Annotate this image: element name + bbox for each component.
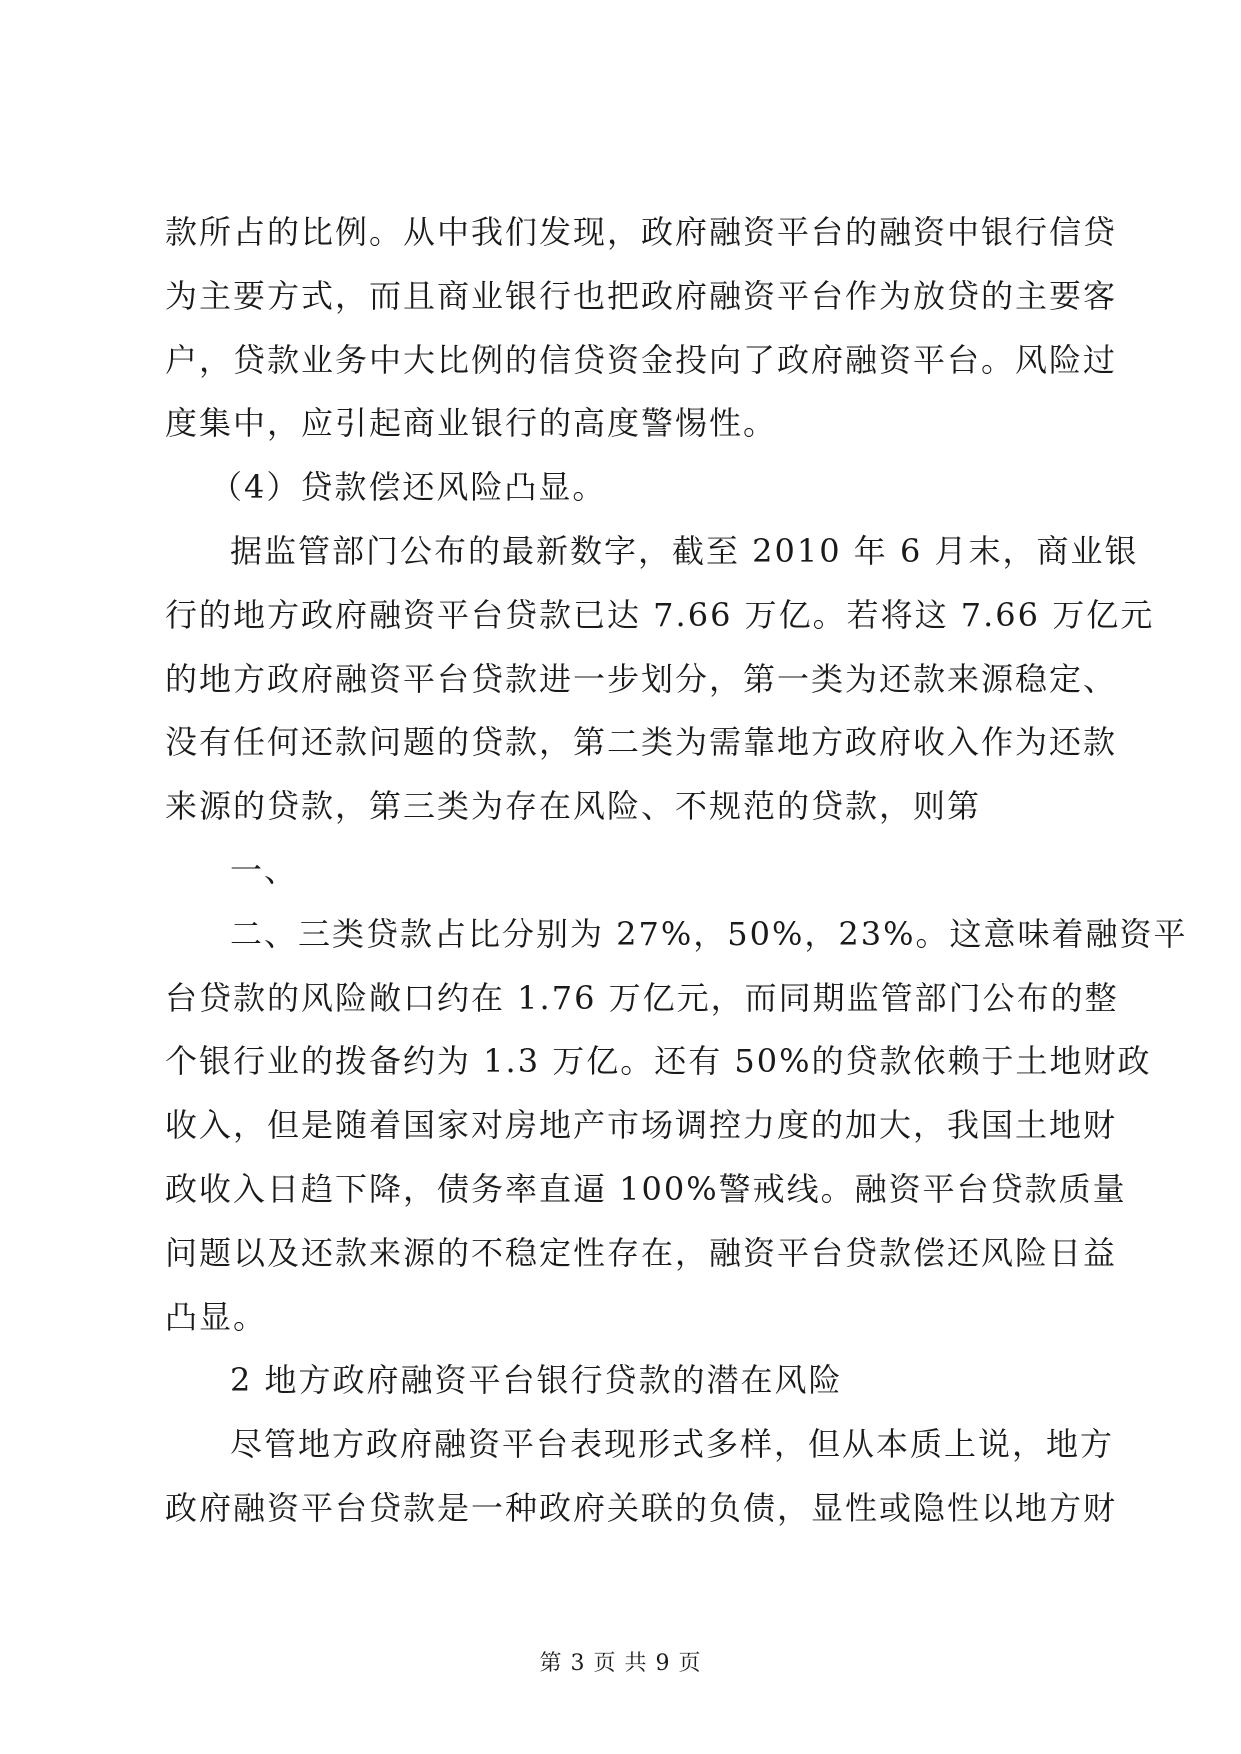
text-line: 为主要方式，而且商业银行也把政府融资平台作为放贷的主要客 [165,277,1118,315]
section-heading: （4）贷款偿还风险凸显。 [210,468,607,506]
text-line: 二、三类贷款占比分别为 27%，50%，23%。这意味着融资平 [230,915,1188,953]
page-number: 第 3 页 共 9 页 [539,1651,702,1676]
text-line: 问题以及还款来源的不稳定性存在，融资平台贷款偿还风险日益 [165,1234,1118,1272]
text-line: 台贷款的风险敞口约在 1.76 万亿元，而同期监管部门公布的整 [165,979,1119,1017]
text-line: 尽管地方政府融资平台表现形式多样，但从本质上说，地方 [230,1425,1115,1463]
text-line: 据监管部门公布的最新数字，截至 2010 年 6 月末，商业银 [230,532,1139,570]
text-line: 政收入日趋下降，债务率直逼 100%警戒线。融资平台贷款质量 [165,1170,1127,1208]
text-line: 政府融资平台贷款是一种政府关联的负债，显性或隐性以地方财 [165,1489,1118,1527]
text-line: 收入，但是随着国家对房地产市场调控力度的加大，我国土地财 [165,1106,1118,1144]
text-line: 的地方政府融资平台贷款进一步划分，第一类为还款来源稳定、 [165,660,1118,698]
text-line: 户，贷款业务中大比例的信贷资金投向了政府融资平台。风险过 [165,341,1118,379]
text-line: 凸显。 [165,1298,268,1336]
text-line: 来源的贷款，第三类为存在风险、不规范的贷款，则第 [165,787,982,825]
text-line: 行的地方政府融资平台贷款已达 7.66 万亿。若将这 7.66 万亿元 [165,596,1155,634]
text-line: 个银行业的拨备约为 1.3 万亿。还有 50%的贷款依赖于土地财政 [165,1042,1152,1080]
text-line: 没有任何还款问题的贷款，第二类为需靠地方政府收入作为还款 [165,723,1118,761]
text-line: 款所占的比例。从中我们发现，政府融资平台的融资中银行信贷 [165,213,1118,251]
section-heading: 2 地方政府融资平台银行贷款的潜在风险 [230,1361,843,1399]
text-line: 一、 [230,851,299,889]
text-line: 度集中，应引起商业银行的高度警惕性。 [165,404,778,442]
